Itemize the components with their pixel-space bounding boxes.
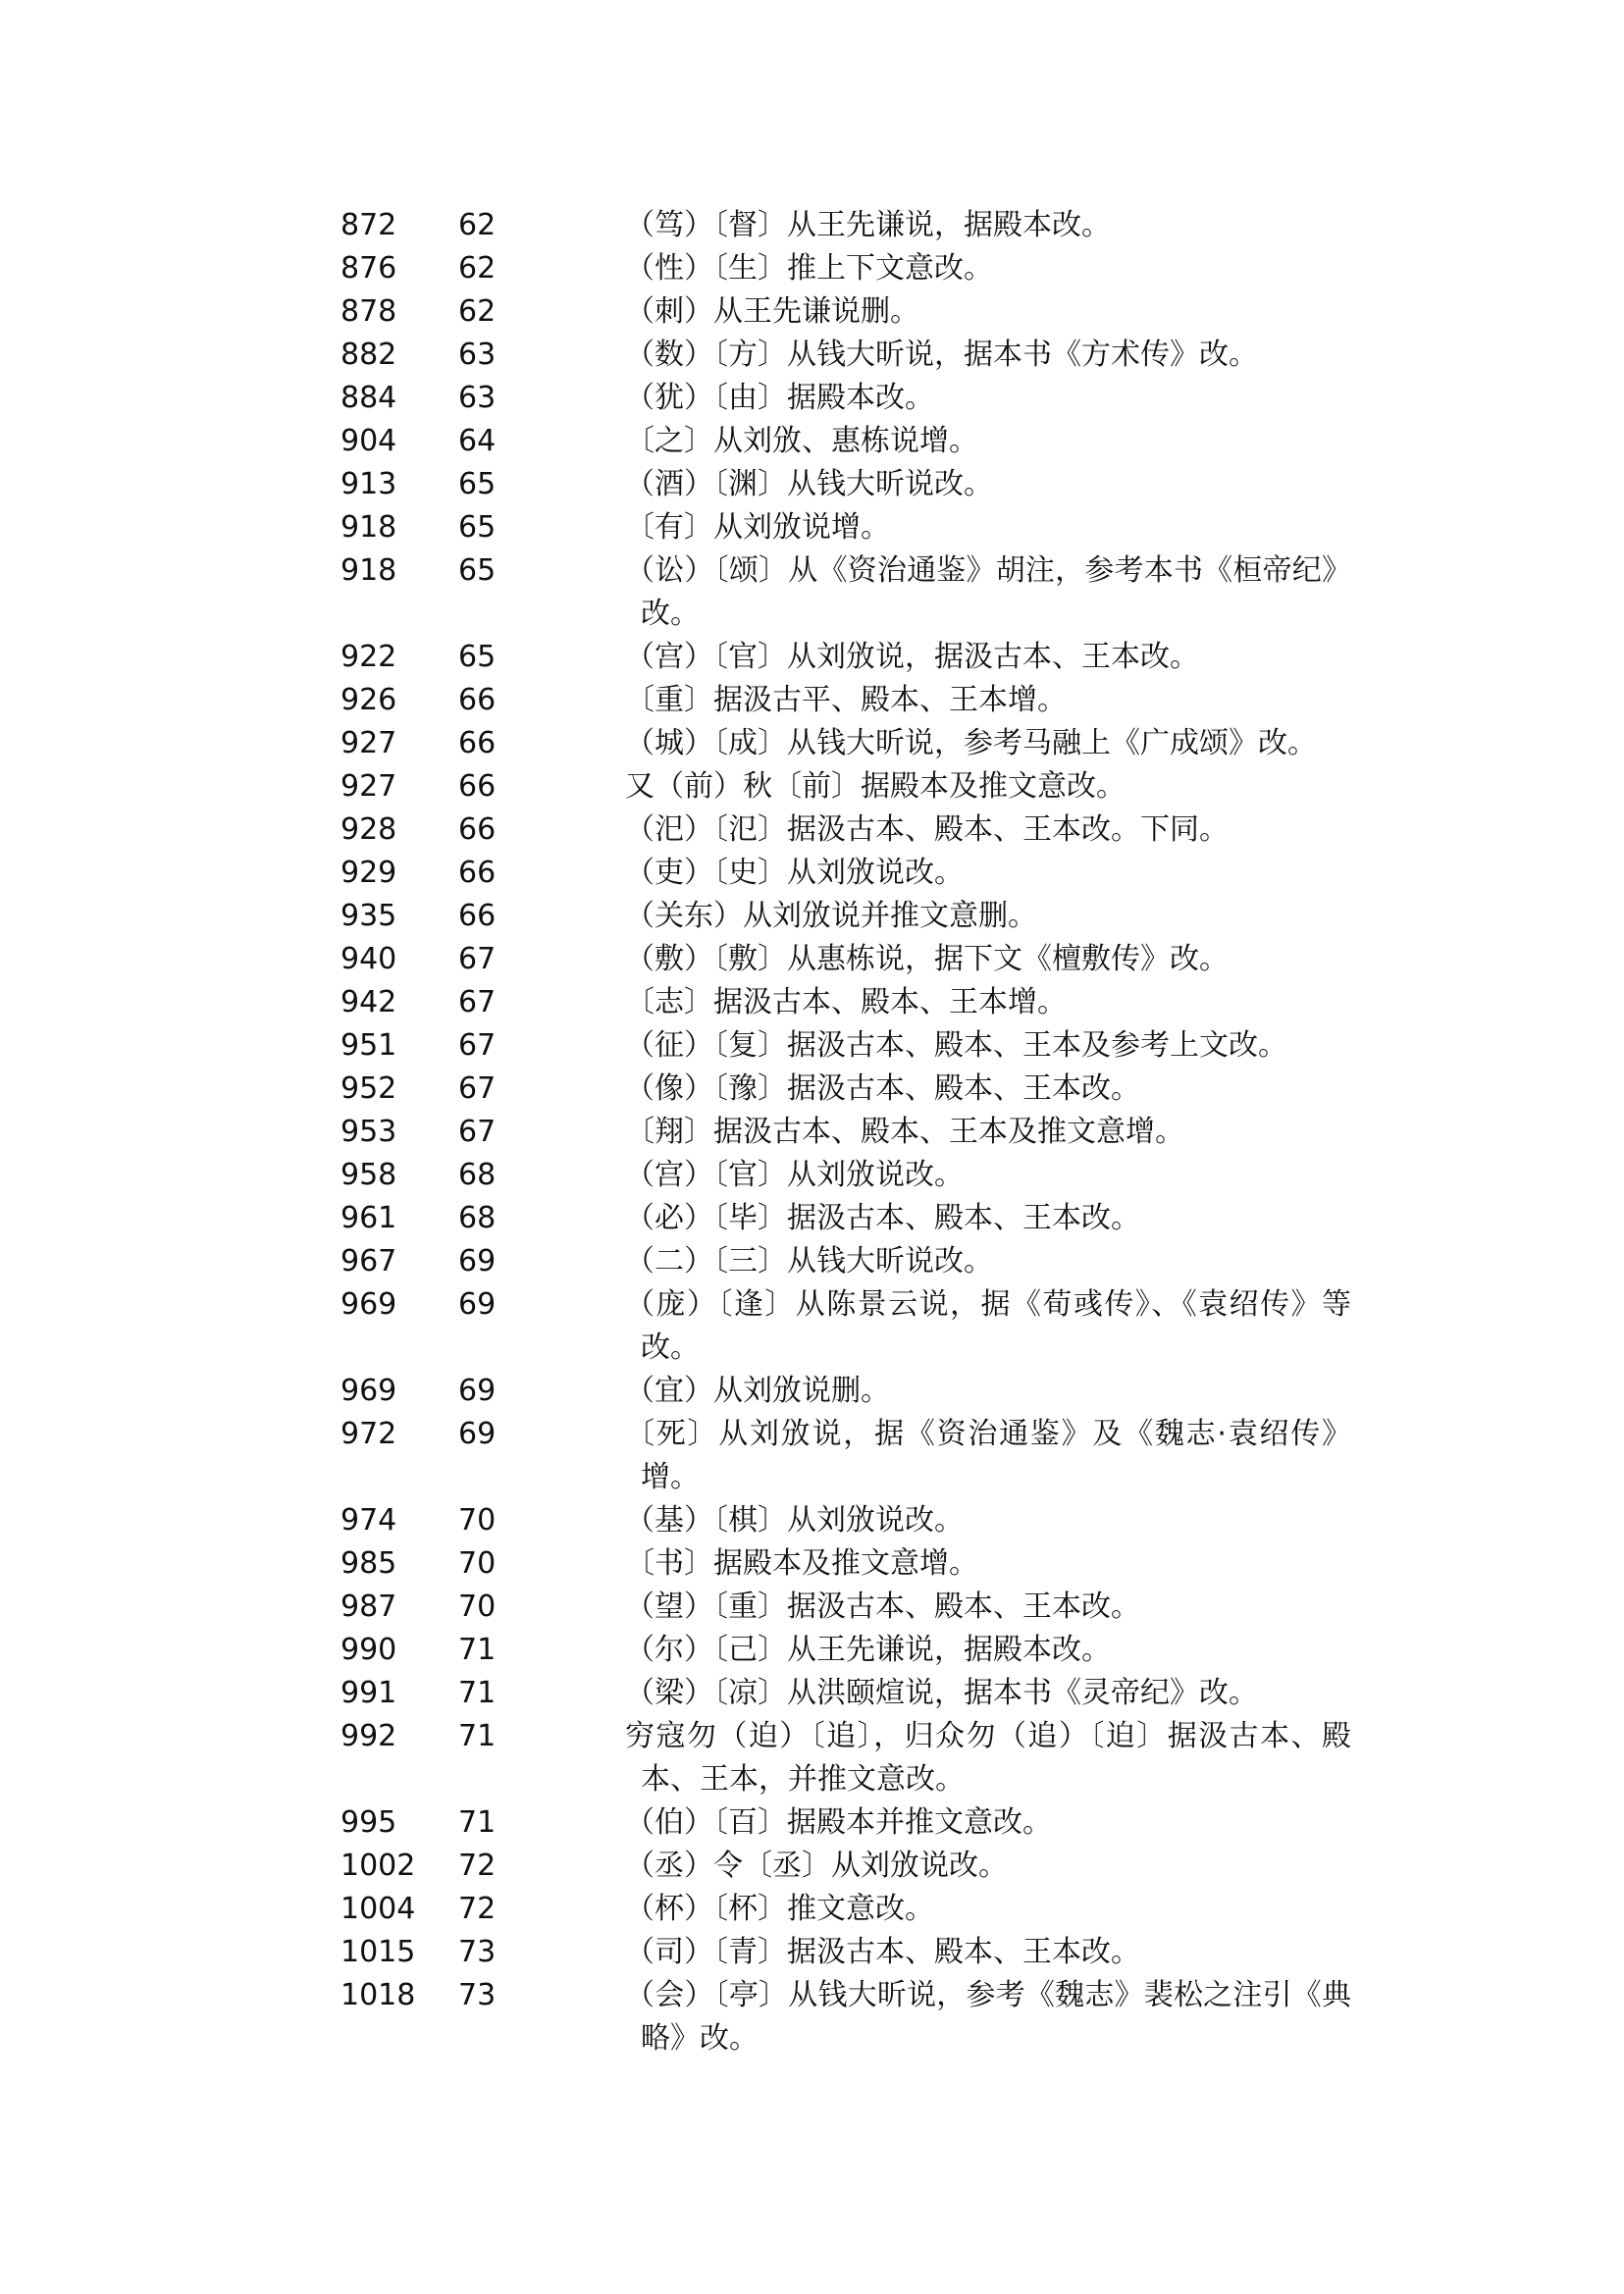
collation-note-text: 穷寇勿（迫）〔追〕，归众勿（追）〔迫〕据汲古本、殿本、王本，并推文意改。 bbox=[625, 1719, 1351, 1797]
note-row bbox=[0, 549, 1624, 636]
collation-note bbox=[625, 895, 1351, 938]
line-number: 67 bbox=[458, 1028, 497, 1063]
collation-note-text: （二）〔三〕从钱大昕说改。 bbox=[625, 1244, 993, 1278]
note-row bbox=[0, 895, 1624, 938]
page-number: 935 bbox=[341, 899, 397, 933]
page-number: 927 bbox=[341, 726, 397, 760]
note-row bbox=[0, 852, 1624, 895]
collation-note bbox=[625, 1845, 1351, 1888]
collation-note-text: 〔重〕据汲古平、殿本、王本增。 bbox=[625, 683, 1067, 717]
collation-note bbox=[625, 290, 1351, 334]
line-number: 69 bbox=[458, 1287, 497, 1322]
note-row bbox=[0, 981, 1624, 1024]
collation-note-text: 〔翔〕据汲古本、殿本、王本及推文意增。 bbox=[625, 1115, 1184, 1149]
collation-note-text: 〔书〕据殿本及推文意增。 bbox=[625, 1546, 978, 1581]
page-number: 974 bbox=[341, 1503, 397, 1538]
collation-note-text: （笃）〔督〕从王先谦说，据殿本改。 bbox=[625, 208, 1111, 242]
collation-note bbox=[625, 1499, 1351, 1542]
note-row bbox=[0, 1931, 1624, 1974]
collation-note bbox=[625, 549, 1351, 636]
line-number: 66 bbox=[458, 769, 497, 804]
collation-note bbox=[625, 1672, 1351, 1715]
collation-note bbox=[625, 1974, 1351, 2060]
note-row bbox=[0, 1370, 1624, 1413]
collation-note-text: （杯）〔杯〕推文意改。 bbox=[625, 1892, 934, 1926]
page-number: 878 bbox=[341, 294, 397, 329]
page-number: 1004 bbox=[341, 1892, 416, 1926]
page-number: 927 bbox=[341, 769, 397, 804]
page-number: 918 bbox=[341, 553, 397, 588]
note-row bbox=[0, 1111, 1624, 1154]
page-number: 995 bbox=[341, 1805, 397, 1840]
page-number: 967 bbox=[341, 1244, 397, 1278]
note-row bbox=[0, 938, 1624, 981]
note-row bbox=[0, 463, 1624, 506]
note-row bbox=[0, 1629, 1624, 1672]
page-number: 942 bbox=[341, 985, 397, 1019]
collation-note bbox=[625, 1197, 1351, 1240]
note-row bbox=[0, 1845, 1624, 1888]
collation-note bbox=[625, 1801, 1351, 1845]
page-number: 884 bbox=[341, 381, 397, 415]
note-row bbox=[0, 765, 1624, 808]
collation-note bbox=[625, 1931, 1351, 1974]
line-number: 66 bbox=[458, 856, 497, 890]
collation-note bbox=[625, 765, 1351, 808]
collation-note bbox=[625, 1542, 1351, 1586]
collation-note-text: （丞）令〔丞〕从刘攽说改。 bbox=[625, 1849, 1008, 1883]
note-row bbox=[0, 1240, 1624, 1283]
line-number: 72 bbox=[458, 1892, 497, 1926]
collation-note-text: 又（前）秋〔前〕据殿本及推文意改。 bbox=[625, 769, 1126, 804]
collation-note bbox=[625, 1888, 1351, 1931]
line-number: 62 bbox=[458, 251, 497, 286]
page-number: 985 bbox=[341, 1546, 397, 1581]
line-number: 69 bbox=[458, 1374, 497, 1408]
collation-note-text: （讼）〔颂〕从《资治通鉴》胡注，参考本书《桓帝纪》改。 bbox=[625, 553, 1351, 631]
page-number: 958 bbox=[341, 1158, 397, 1192]
collation-note-text: 〔志〕据汲古本、殿本、王本增。 bbox=[625, 985, 1067, 1019]
page-number: 929 bbox=[341, 856, 397, 890]
collation-note bbox=[625, 1024, 1351, 1068]
line-number: 63 bbox=[458, 338, 497, 372]
collation-note-text: （庞）〔逢〕从陈景云说，据《荀彧传》、《袁绍传》等改。 bbox=[625, 1287, 1351, 1365]
note-row bbox=[0, 1154, 1624, 1197]
note-row bbox=[0, 636, 1624, 679]
line-number: 70 bbox=[458, 1590, 497, 1624]
page-number: 990 bbox=[341, 1633, 397, 1667]
collation-note bbox=[625, 679, 1351, 722]
collation-note bbox=[625, 722, 1351, 765]
page-number: 961 bbox=[341, 1201, 397, 1235]
page-number: 953 bbox=[341, 1115, 397, 1149]
page-number: 1015 bbox=[341, 1935, 416, 1969]
collation-note-text: （酒）〔渊〕从钱大昕说改。 bbox=[625, 467, 993, 501]
note-row bbox=[0, 1024, 1624, 1068]
note-row bbox=[0, 1888, 1624, 1931]
note-row bbox=[0, 722, 1624, 765]
collation-note bbox=[625, 506, 1351, 549]
line-number: 71 bbox=[458, 1676, 497, 1710]
collation-note bbox=[625, 1111, 1351, 1154]
page-number: 969 bbox=[341, 1287, 397, 1322]
note-row bbox=[0, 290, 1624, 334]
collation-note-text: （刺）从王先谦说删。 bbox=[625, 294, 919, 329]
line-number: 65 bbox=[458, 510, 497, 545]
page-number: 876 bbox=[341, 251, 397, 286]
page-number: 918 bbox=[341, 510, 397, 545]
line-number: 66 bbox=[458, 726, 497, 760]
note-row bbox=[0, 1974, 1624, 2060]
collation-note-text: （会）〔亭〕从钱大昕说，参考《魏志》裴松之注引《典略》改。 bbox=[625, 1978, 1351, 2056]
line-number: 71 bbox=[458, 1633, 497, 1667]
page-number: 913 bbox=[341, 467, 397, 501]
line-number: 66 bbox=[458, 812, 497, 847]
line-number: 65 bbox=[458, 640, 497, 674]
note-row bbox=[0, 1542, 1624, 1586]
note-row bbox=[0, 1672, 1624, 1715]
note-row bbox=[0, 420, 1624, 463]
collation-note bbox=[625, 247, 1351, 290]
line-number: 68 bbox=[458, 1158, 497, 1192]
collation-note bbox=[625, 1068, 1351, 1111]
page-number: 969 bbox=[341, 1374, 397, 1408]
page-number: 928 bbox=[341, 812, 397, 847]
collation-note bbox=[625, 981, 1351, 1024]
note-row bbox=[0, 377, 1624, 420]
collation-note bbox=[625, 1629, 1351, 1672]
line-number: 68 bbox=[458, 1201, 497, 1235]
collation-note-text: （征）〔复〕据汲古本、殿本、王本及参考上文改。 bbox=[625, 1028, 1287, 1063]
collation-notes-list bbox=[0, 204, 1624, 2060]
collation-note-text: （宫）〔官〕从刘攽说改。 bbox=[625, 1158, 964, 1192]
collation-note bbox=[625, 463, 1351, 506]
note-row bbox=[0, 1068, 1624, 1111]
note-row bbox=[0, 1586, 1624, 1629]
note-row bbox=[0, 1499, 1624, 1542]
collation-note bbox=[625, 938, 1351, 981]
collation-note-text: （像）〔豫〕据汲古本、殿本、王本改。 bbox=[625, 1071, 1140, 1106]
note-row bbox=[0, 1715, 1624, 1801]
page-number: 992 bbox=[341, 1719, 397, 1753]
collation-note-text: （伯）〔百〕据殿本并推文意改。 bbox=[625, 1805, 1052, 1840]
line-number: 65 bbox=[458, 553, 497, 588]
note-row bbox=[0, 808, 1624, 852]
collation-note-text: 〔死〕从刘攽说，据《资治通鉴》及《魏志·袁绍传》增。 bbox=[625, 1417, 1351, 1494]
line-number: 67 bbox=[458, 1071, 497, 1106]
collation-note bbox=[625, 1283, 1351, 1370]
collation-note bbox=[625, 1586, 1351, 1629]
line-number: 69 bbox=[458, 1244, 497, 1278]
page-number: 951 bbox=[341, 1028, 397, 1063]
collation-note bbox=[625, 636, 1351, 679]
collation-note-text: 〔有〕从刘攽说增。 bbox=[625, 510, 890, 545]
collation-note-text: （吏）〔史〕从刘攽说改。 bbox=[625, 856, 964, 890]
page-number: 940 bbox=[341, 942, 397, 976]
collation-note-text: （宫）〔官〕从刘攽说，据汲古本、王本改。 bbox=[625, 640, 1199, 674]
collation-note-text: （犹）〔由〕据殿本改。 bbox=[625, 381, 934, 415]
line-number: 70 bbox=[458, 1546, 497, 1581]
line-number: 63 bbox=[458, 381, 497, 415]
collation-note bbox=[625, 204, 1351, 247]
collation-note-text: （司）〔青〕据汲古本、殿本、王本改。 bbox=[625, 1935, 1140, 1969]
line-number: 66 bbox=[458, 899, 497, 933]
note-row bbox=[0, 1283, 1624, 1370]
line-number: 64 bbox=[458, 424, 497, 458]
line-number: 67 bbox=[458, 942, 497, 976]
collation-note-text: （必）〔毕〕据汲古本、殿本、王本改。 bbox=[625, 1201, 1140, 1235]
collation-note-text: （关东）从刘攽说并推文意删。 bbox=[625, 899, 1037, 933]
page-number: 904 bbox=[341, 424, 397, 458]
note-row bbox=[0, 1801, 1624, 1845]
collation-note bbox=[625, 420, 1351, 463]
collation-note-text: （敷）〔敷〕从惠栋说，据下文《檀敷传》改。 bbox=[625, 942, 1229, 976]
line-number: 67 bbox=[458, 1115, 497, 1149]
collation-note bbox=[625, 334, 1351, 377]
collation-note bbox=[625, 1154, 1351, 1197]
collation-note-text: （数）〔方〕从钱大昕说，据本书《方术传》改。 bbox=[625, 338, 1258, 372]
line-number: 67 bbox=[458, 985, 497, 1019]
collation-note-text: （城）〔成〕从钱大昕说，参考马融上《广成颂》改。 bbox=[625, 726, 1317, 760]
line-number: 65 bbox=[458, 467, 497, 501]
line-number: 62 bbox=[458, 208, 497, 242]
collation-note-text: （望）〔重〕据汲古本、殿本、王本改。 bbox=[625, 1590, 1140, 1624]
note-row bbox=[0, 506, 1624, 549]
page-number: 1018 bbox=[341, 1978, 416, 2012]
page-number: 1002 bbox=[341, 1849, 416, 1883]
collation-note bbox=[625, 377, 1351, 420]
note-row bbox=[0, 247, 1624, 290]
page-number: 882 bbox=[341, 338, 397, 372]
line-number: 72 bbox=[458, 1849, 497, 1883]
collation-note-text: （梁）〔凉〕从洪颐煊说，据本书《灵帝纪》改。 bbox=[625, 1676, 1258, 1710]
collation-note bbox=[625, 808, 1351, 852]
collation-note bbox=[625, 1370, 1351, 1413]
note-row bbox=[0, 1197, 1624, 1240]
page-number: 987 bbox=[341, 1590, 397, 1624]
line-number: 69 bbox=[458, 1417, 497, 1451]
page-number: 872 bbox=[341, 208, 397, 242]
line-number: 71 bbox=[458, 1719, 497, 1753]
collation-note bbox=[625, 1413, 1351, 1499]
page-number: 922 bbox=[341, 640, 397, 674]
page-number: 952 bbox=[341, 1071, 397, 1106]
page-number: 926 bbox=[341, 683, 397, 717]
collation-note-text: （基）〔棋〕从刘攽说改。 bbox=[625, 1503, 964, 1538]
collation-note bbox=[625, 1240, 1351, 1283]
collation-note-text: 〔之〕从刘攽、惠栋说增。 bbox=[625, 424, 978, 458]
page-number: 972 bbox=[341, 1417, 397, 1451]
collation-note-text: （宜）从刘攽说删。 bbox=[625, 1374, 890, 1408]
collation-note-text: （汜）〔氾〕据汲古本、殿本、王本改。下同。 bbox=[625, 812, 1229, 847]
note-row bbox=[0, 204, 1624, 247]
collation-note bbox=[625, 1715, 1351, 1801]
note-row bbox=[0, 1413, 1624, 1499]
line-number: 71 bbox=[458, 1805, 497, 1840]
note-row bbox=[0, 334, 1624, 377]
line-number: 66 bbox=[458, 683, 497, 717]
collation-note bbox=[625, 852, 1351, 895]
collation-note-text: （尔）〔己〕从王先谦说，据殿本改。 bbox=[625, 1633, 1111, 1667]
collation-note-text: （性）〔生〕推上下文意改。 bbox=[625, 251, 993, 286]
line-number: 70 bbox=[458, 1503, 497, 1538]
note-row bbox=[0, 679, 1624, 722]
line-number: 62 bbox=[458, 294, 497, 329]
line-number: 73 bbox=[458, 1935, 497, 1969]
page-number: 991 bbox=[341, 1676, 397, 1710]
line-number: 73 bbox=[458, 1978, 497, 2012]
